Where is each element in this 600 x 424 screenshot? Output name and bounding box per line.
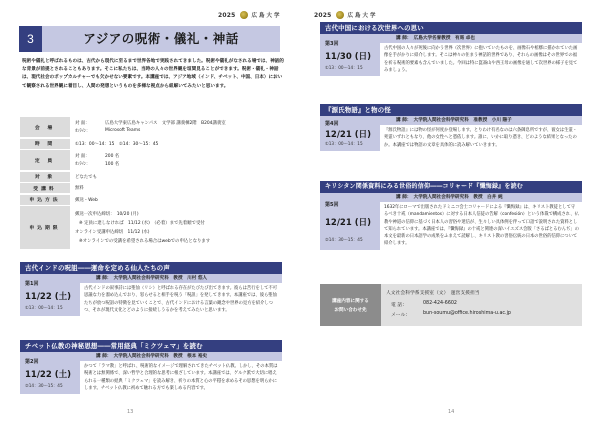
- lecture-lecturer: 講 師： 大学院人間社会科学研究科 准教授 小川 陽子: [380, 116, 582, 125]
- phone-number: 082-424-6602: [423, 301, 457, 306]
- deadline-line: 郵送一次申込締切： 10/20 (月): [75, 212, 139, 217]
- info-key: 対 面：: [75, 154, 90, 159]
- lecture-content: [380, 193, 582, 250]
- year-label: 2025: [314, 11, 332, 19]
- lecture-description: 『源氏物語』には物の怪が何度か登場します。とりわけ有名なのは六条御息所ですが、彼女は生霊・死霊いずれともなり、他の女性へと憑依します。誰に、いかに取り憑き、どのような結果となったのか。本講座では物語の文章を具体的に読み解いていきます。: [384, 128, 578, 148]
- lecture-number: 第4回: [325, 121, 339, 128]
- lecture-description: 古代中国の人々が死後に向かう世界（次世界）に抱いていたものを、画像石や棺槨に描かれていた画像を手がかりに紹介します。そこは神々の住まう神話的世界であり、それらの画像はその世界での福を祈る呪術的要素も含んでいました。今回は特に崑崙山や西王母の画像を通して次世界の様子を見てみましょう。: [384, 46, 578, 73]
- lecture-content: [80, 352, 282, 394]
- info-value: ①13：00〜14：15 ②14：30〜15：45: [75, 141, 159, 147]
- lecture-block-2: [20, 340, 282, 394]
- page-number: 13: [127, 409, 134, 415]
- info-key: 対 面：: [75, 121, 90, 126]
- deadline-line: オンライン受講申込締切 11/12 (水): [75, 230, 150, 235]
- info-label: 受講料: [20, 183, 70, 193]
- capacity-online: [75, 161, 282, 167]
- lecture-number: 第1回: [25, 280, 39, 287]
- info-row-venue: [20, 117, 282, 137]
- lecture-date: 12/21 (日): [325, 218, 371, 229]
- lecture-schedule: [20, 274, 80, 316]
- contact-phone-row: [386, 301, 582, 308]
- deadline-line: ※ 定員に達しなければ 11/12 (水) （必着）まで先着順で受付: [79, 221, 205, 226]
- lecture-schedule: [320, 34, 380, 76]
- lecture-block-4: [320, 104, 582, 151]
- deadline-line: ※オンラインでの受講を希望される場合はwebでの申込となります: [79, 239, 211, 244]
- info-value: [70, 150, 282, 170]
- lecture-content: [80, 274, 282, 316]
- info-row-fee: [20, 183, 282, 193]
- lecture-block-5: [320, 181, 582, 250]
- lecture-time: ①13：00〜14：15: [25, 305, 63, 311]
- info-value: 郵送・Web: [75, 197, 98, 203]
- venue-in-person: [75, 120, 282, 126]
- lecture-title: 古代中国における次世界への思い: [320, 22, 582, 34]
- lecture-number: 第3回: [325, 40, 339, 47]
- contact-details: [381, 284, 582, 326]
- year-label: 2025: [218, 11, 236, 19]
- lecture-body: [320, 193, 582, 250]
- lecture-lecturer: 講 師： 大学院人間社会科学研究科 教授 根本 裕史: [80, 352, 282, 361]
- course-intro: 呪術や儀礼と呼ばれるものは、古代から現代に至るまで世界各地で実践されてきました。呪術や儀礼がなされる場では、神話的な背景が前提とされることもあります。そこに私たちは、当時の人々の世界観を垣間見ることができます。呪術・儀礼・神話は、現代社会のポップカルチャーでも欠かせない要素です。本講座では、アジア地域（インド、チベット、中国、日本）において観察される世界観に着目し、人間の発想というものを多様な視点から紐解いてみたいと思います。: [22, 59, 284, 89]
- lecture-content: [380, 116, 582, 151]
- lecture-schedule: [320, 193, 380, 250]
- capacity-in-person: [75, 153, 282, 159]
- lecture-body: [320, 34, 582, 76]
- contact-label: [320, 284, 381, 326]
- info-key: ｵﾝﾗｲﾝ：: [75, 129, 91, 134]
- lecture-description: 古代インドの叙事詩には聖仙（リシ）と呼ばれる存在がたびたび出てきます。彼らは苦行をして不可思議な力を溜め込んでおり、怒らせると相手を呪う「呪詛」を発してきます。本講座では、彼ら聖仙たちが放つ呪詛の特徴を見ていくことで、古代インドにおける言葉の観念や世界の見方を紹介しつつ、それが現代文化とどのように接続しうるかを考えてみたいと思います。: [84, 286, 278, 313]
- lecture-description: かつて「ラマ教」と呼ばれ、呪術的なイメージで理解されてきたチベット仏教。しかし、その本質は呪術とは無関係で、深い哲学と合理的な思考に根ざしています。本講座では、ゲルク派で大切に唱えられる一種類の経典「ミクツェマ」を読み解き、祈りの本質と心の平穏を求めるその思想を明らかにします。チベット仏教に初めて触れる方でも楽しめる内容です。: [84, 364, 278, 391]
- info-label: 会 場: [20, 117, 70, 137]
- info-text: 100 名: [105, 162, 120, 167]
- lecture-block-1: [20, 262, 282, 316]
- lecture-lecturer: 講 師： 広島大学名誉教授 有馬 卓也: [380, 34, 582, 43]
- info-label: 時 間: [20, 139, 70, 149]
- lecture-number: 第5回: [325, 202, 339, 209]
- contact-email-row: [386, 311, 582, 318]
- info-row-capacity: [20, 150, 282, 170]
- course-title: アジアの呪術・儀礼・神話: [83, 31, 239, 46]
- venue-online: [75, 128, 282, 134]
- lecture-title: 『源氏物語』と物の怪: [320, 104, 582, 116]
- info-row-method: [20, 195, 282, 205]
- info-row-time: [20, 139, 282, 149]
- info-row-target: [20, 172, 282, 182]
- lecture-time: ①13：00〜14：15: [325, 141, 363, 147]
- lecture-schedule: [320, 116, 380, 151]
- lecture-lecturer: 講 師： 大学院人間社会科学研究科 教授 白井 純: [380, 193, 582, 202]
- info-text: 広島大学東広島キャンパス 文学部 講義棟2階 B204講義室: [105, 121, 226, 126]
- lecture-title: 古代インドの呪詛――運命を定める仙人たちの声: [20, 262, 282, 274]
- lecture-body: [20, 274, 282, 316]
- lecture-date: 12/21 (日): [325, 130, 371, 141]
- info-row-deadline: [20, 206, 282, 249]
- contact-label-line: 講座内容に関する: [332, 298, 369, 304]
- email-address[interactable]: bun-soumu@office.hiroshima-u.ac.jp: [423, 311, 511, 316]
- lecture-time: ②14：30〜15：45: [325, 236, 363, 242]
- lecture-schedule: [20, 352, 80, 394]
- contact-label-line: お問い合わせ先: [334, 307, 367, 313]
- contact-box: [320, 284, 582, 326]
- university-name: 広島大学: [251, 13, 282, 19]
- lecture-number: 第2回: [25, 358, 39, 365]
- info-value: [70, 117, 282, 137]
- info-text: Microsoft Teams: [105, 128, 141, 133]
- university-logo-icon: [240, 11, 248, 19]
- info-value: どなたでも: [75, 174, 97, 180]
- lecture-block-3: [320, 22, 582, 76]
- info-key: ｵﾝﾗｲﾝ：: [75, 162, 91, 167]
- info-label: 対 象: [20, 172, 70, 182]
- lecture-title: キリシタン関係資料にみる世俗的信仰――コリャード『懺悔録』を読む: [320, 181, 582, 193]
- university-name: 広島大学: [347, 13, 378, 19]
- lecture-time: ②14：30〜15：45: [25, 383, 63, 389]
- lecture-date: 11/30 (日): [325, 52, 371, 63]
- lecture-description: 1632年にローマで出版されたドミニコ会士コリャードによる『懺悔録』は、キリスト教徒として守るべき十戒（mandamientos）に対する日本人信徒の告解（confesión）という体裁で構成され、仏教や神道の信仰に基づく日本人の習俗や迷信が、生々しい具体例を伴って口語で説明された資料として知られています。本講座では、『懺悔録』の十戒と関連の深いイエズス会版「さるばとるむんぢ」の本文を最新の日本語学の成果をふまえて読解し、キリスト教の習俗伝統の日本の世俗的信仰について紹介します。: [384, 205, 579, 247]
- info-text: 200 名: [105, 154, 120, 159]
- lecture-title: チベット仏教の神秘思想――常用経典「ミクツェマ」を読む: [20, 340, 282, 352]
- info-value: 無料: [75, 186, 84, 191]
- page-14: [300, 0, 600, 424]
- page-number: 14: [448, 409, 455, 415]
- lecture-content: [380, 34, 582, 76]
- page-header: [314, 11, 378, 19]
- info-value: [70, 206, 282, 249]
- page-header: [218, 11, 282, 19]
- contact-department: 人文社会科学系支援室（文） 運営支援担当: [386, 291, 480, 296]
- course-info-table: [20, 117, 282, 251]
- course-title-banner: [19, 26, 280, 52]
- phone-key: 電 話：: [391, 303, 407, 308]
- lecture-body: [20, 352, 282, 394]
- info-label: 定 員: [20, 150, 70, 170]
- email-key: メール：: [391, 313, 411, 318]
- university-logo-icon: [336, 11, 344, 19]
- lecture-lecturer: 講 師： 大学院人間社会科学研究科 教授 川村 悠人: [80, 274, 282, 283]
- info-label: 申込方法: [20, 195, 70, 205]
- course-number: 3: [19, 26, 42, 52]
- lecture-time: ①13：00〜14：15: [325, 65, 363, 71]
- lecture-date: 11/22 (土): [25, 370, 71, 381]
- lecture-body: [320, 116, 582, 151]
- info-label: 申込期限: [20, 206, 70, 249]
- lecture-date: 11/22 (土): [25, 292, 71, 303]
